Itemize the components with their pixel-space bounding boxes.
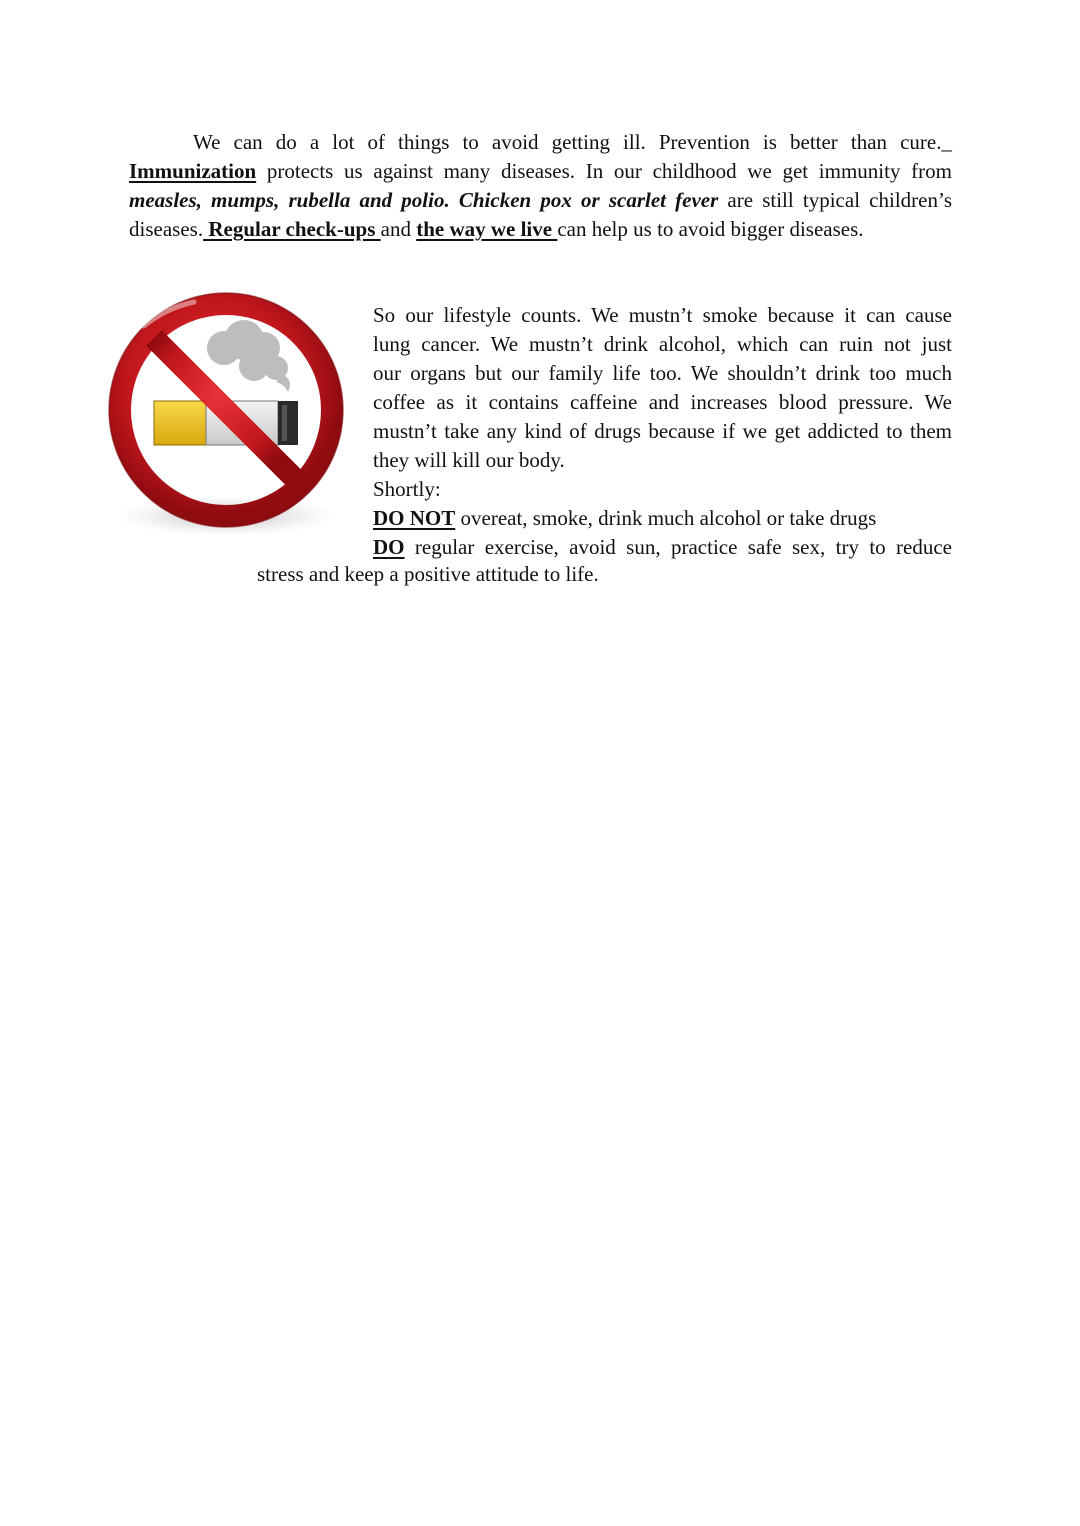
- stray-underscore: _: [941, 130, 952, 154]
- smoke-cloud: [207, 320, 290, 392]
- do-not-text: overeat, smoke, drink much alcohol or take drugs: [455, 506, 877, 530]
- diseases-list: measles, mumps, rubella and polio. Chicken pox or scarlet fever: [129, 188, 719, 212]
- sentence-immunity: protects us against many diseases. In our childhood we get immunity from: [256, 159, 952, 183]
- do-text: regular exercise, avoid sun, practice safe sex, try to reduce: [404, 535, 952, 559]
- lifestyle-line: lung cancer. We mustn’t drink alcohol, which can ruin not just: [373, 332, 952, 356]
- do-line: [373, 533, 952, 562]
- lifestyle-line: mustn’t take any kind of drugs because if we get addicted to them: [373, 419, 952, 443]
- do-label: DO: [373, 535, 405, 559]
- lifestyle-line: So our lifestyle counts. We mustn’t smoke because it can cause: [373, 303, 952, 327]
- sentence-avoid-diseases: can help us to avoid bigger diseases.: [557, 217, 864, 241]
- term-immunization: Immunization: [129, 159, 257, 183]
- sentence-children-diseases: are still typical children’s diseases.: [129, 188, 952, 241]
- shortly-label: Shortly:: [373, 477, 441, 501]
- term-way-we-live: the way we live: [416, 217, 558, 241]
- no-smoking-icon: [104, 288, 350, 544]
- sentence-prevention: We can do a lot of things to avoid getting ill. Prevention is better than cure.: [193, 130, 942, 154]
- term-regular-checkups: Regular check-ups: [203, 217, 381, 241]
- do-line-continuation: stress and keep a positive attitude to life.: [257, 562, 599, 586]
- lifestyle-paragraph: [373, 301, 952, 562]
- lifestyle-line: our organs but our family life too. We shouldn’t drink too much: [373, 361, 952, 385]
- lifestyle-line: they will kill our body.: [373, 448, 565, 472]
- do-not-label: DO NOT: [373, 506, 456, 530]
- word-and: and: [380, 217, 417, 241]
- do-not-line: [373, 504, 952, 533]
- intro-paragraph: [129, 128, 952, 244]
- lifestyle-line: coffee as it contains caffeine and increases blood pressure. We: [373, 390, 952, 414]
